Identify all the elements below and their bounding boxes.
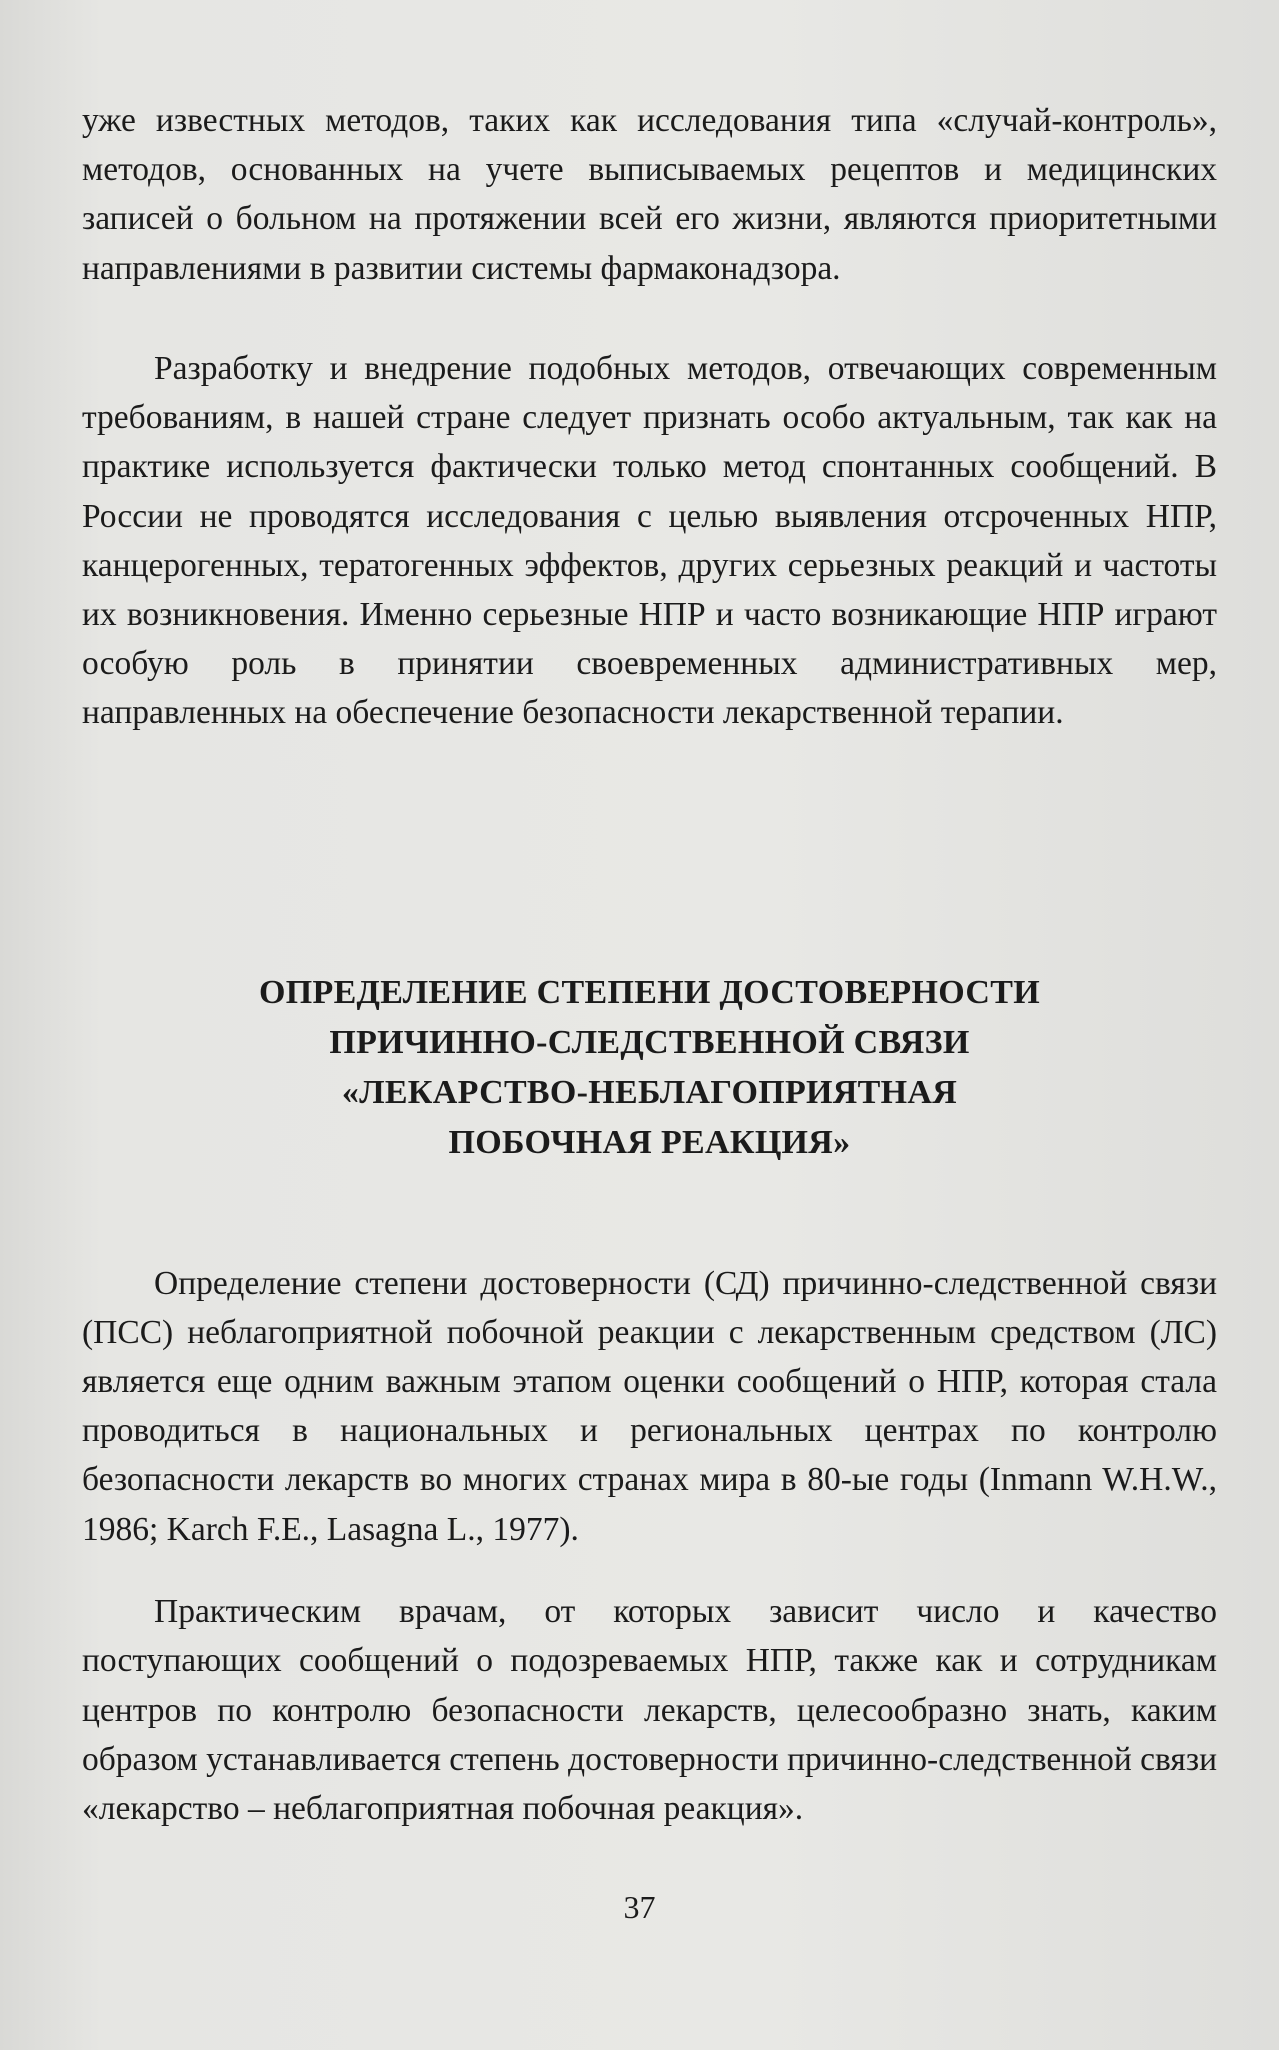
heading-line-2: ПРИЧИННО-СЛЕДСТВЕННОЙ СВЯЗИ xyxy=(329,1024,970,1061)
paragraph-3: Определение степени достоверности (СД) причинно-следственной связи (ПСС) неблагоприятной побочной реакции с лекарственным средством (ЛС) является еще одним важным этапом оценки сообщений о НПР, которая стала проводиться в национальных и региональных центрах по контролю безопасности лекарств во многих странах мира в 80-ые годы (Inmann W.H.W., 1986; Karch F.E., Lasagna L., 1977). xyxy=(82,1264,1217,1548)
paragraph-continuation xyxy=(82,96,1217,293)
heading-line-1: ОПРЕДЕЛЕНИЕ СТЕПЕНИ ДОСТОВЕРНОСТИ xyxy=(259,974,1040,1011)
section-heading xyxy=(82,968,1217,1168)
paragraph-block xyxy=(82,344,1217,738)
heading-line-3: «ЛЕКАРСТВО-НЕБЛАГОПРИЯТНАЯ xyxy=(341,1074,958,1111)
paragraph-4: Практическим врачам, от которых зависит число и качество поступающих сообщений о подозреваемых НПР, также как и сотрудникам центров по контролю безопасности лекарств, целесообразно знать, каким образом устанавливается степень достоверности причинно-следственной связи «лекарство – неблагоприятная побочная реакция». xyxy=(82,1593,1217,1828)
page-number: 37 xyxy=(623,1889,656,1925)
paragraph-2: Разработку и внедрение подобных методов, отвечающих современным требованиям, в нашей стране следует признать особо актуальным, так как на практике используется фактически только метод спонтанных сообщений. В России не проводятся исследования с целью выявления отсроченных НПР, канцерогенных, тератогенных эффектов, других серьезных реакций и частоты их возникновения. Именно серьезные НПР и часто возникающие НПР играют особую роль в принятии своевременных административных мер, направленных на обеспечение безопасности лекарственной терапии. xyxy=(82,350,1217,732)
heading-line-4: ПОБОЧНАЯ РЕАКЦИЯ» xyxy=(448,1124,851,1161)
paragraph-1: уже известных методов, таких как исследования типа «случай-контроль», методов, основанных на учете выписываемых рецептов и медицинских записей о больном на протяжении всей его жизни, являются приоритетными направлениями в развитии системы фармаконадзора. xyxy=(82,102,1217,287)
paragraph-block-lower xyxy=(82,1225,1217,1867)
